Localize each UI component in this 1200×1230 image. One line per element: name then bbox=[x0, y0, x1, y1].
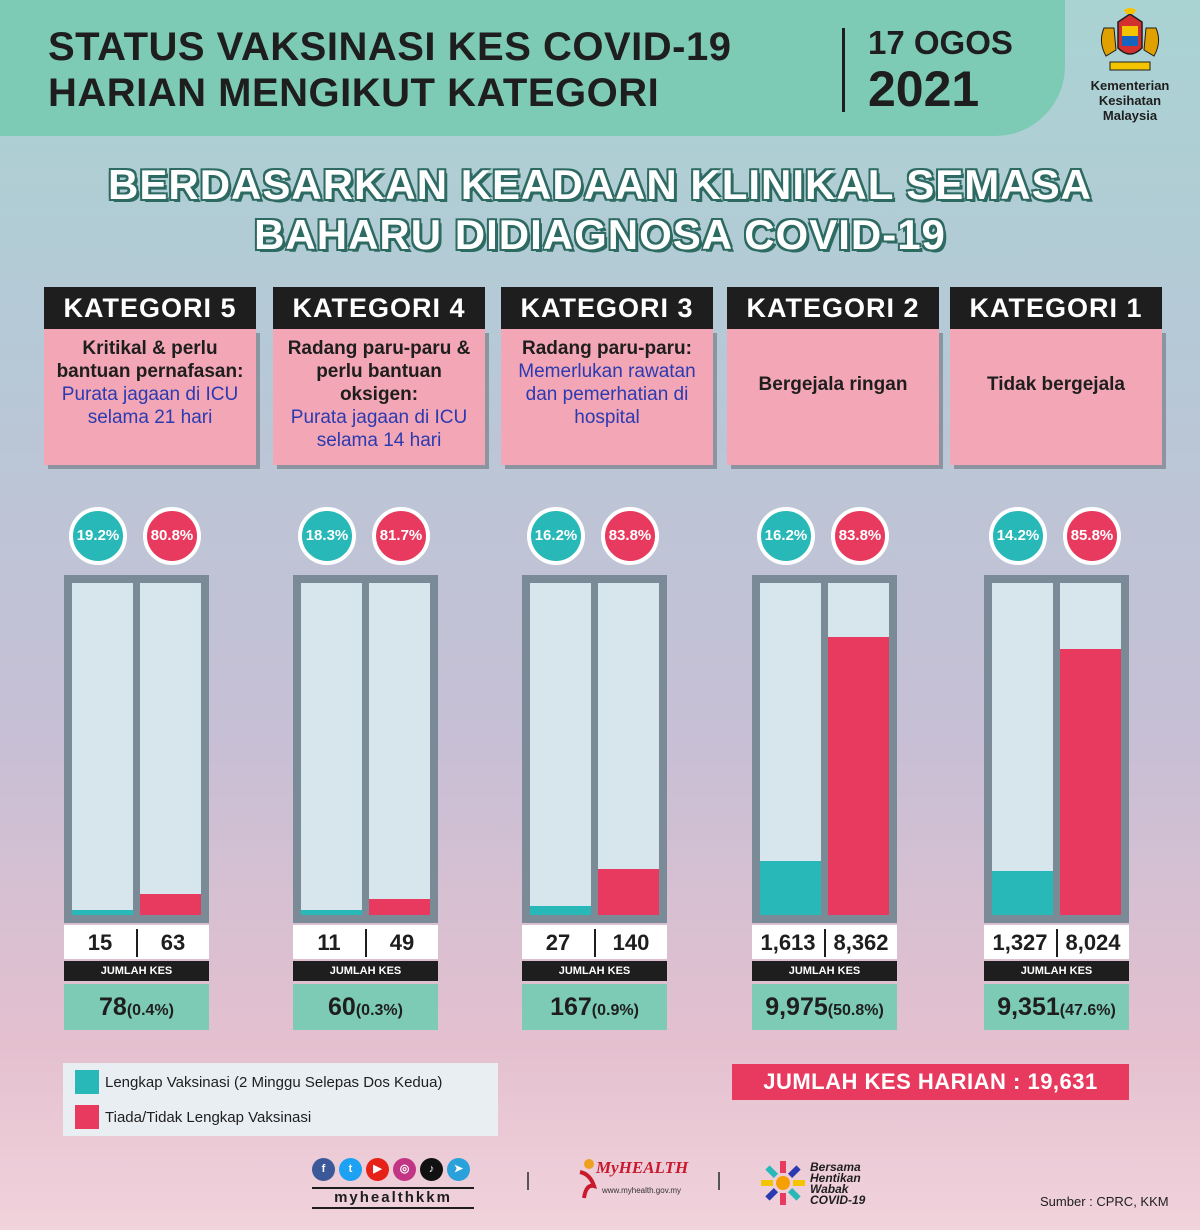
source-note: Sumber : CPRC, KKM bbox=[1040, 1194, 1169, 1209]
campaign-line-2: Hentikan bbox=[810, 1171, 861, 1185]
bar-unvaccinated bbox=[598, 869, 659, 915]
page-title bbox=[48, 24, 838, 116]
pct-vaccinated-badge: 18.3% bbox=[298, 507, 356, 565]
value-vaccinated: 1,613 bbox=[760, 930, 816, 955]
bar-unvaccinated bbox=[140, 894, 201, 915]
ministry-line-3: Malaysia bbox=[1102, 108, 1158, 123]
twitter-icon[interactable]: t bbox=[339, 1158, 362, 1181]
category-description bbox=[44, 329, 256, 465]
value-row bbox=[522, 925, 667, 959]
legend-label-unvaccinated: Tiada/Tidak Lengkap Vaksinasi bbox=[105, 1108, 312, 1126]
category-total-value: 167 bbox=[550, 993, 592, 1021]
category-care-note: Purata jagaan di ICU selama 21 hari bbox=[61, 384, 239, 428]
bar-track bbox=[140, 583, 201, 915]
category-total-value: 9,351 bbox=[997, 993, 1060, 1021]
campaign-line-3: Wabak bbox=[810, 1182, 849, 1196]
footer-divider bbox=[527, 1172, 529, 1190]
value-unvaccinated: 49 bbox=[389, 930, 415, 955]
category-total-value: 78 bbox=[99, 993, 127, 1021]
value-row bbox=[64, 925, 209, 959]
header-banner bbox=[0, 0, 1065, 136]
category-total bbox=[64, 984, 209, 1030]
category-title: KATEGORI 2 bbox=[727, 287, 939, 329]
bar-track bbox=[1060, 583, 1121, 915]
category-card bbox=[950, 287, 1162, 465]
legend bbox=[63, 1063, 498, 1136]
myhealth-url: www.myhealth.gov.my bbox=[602, 1186, 681, 1195]
campaign-line-1: Bersama bbox=[810, 1160, 861, 1174]
footer-divider bbox=[718, 1172, 720, 1190]
category-share: (0.3%) bbox=[355, 1002, 403, 1019]
bar-group bbox=[64, 575, 209, 923]
myhealth-logo bbox=[570, 1158, 700, 1218]
bar-unvaccinated bbox=[369, 899, 430, 915]
myhealth-figure-icon bbox=[576, 1158, 598, 1200]
subtitle bbox=[0, 160, 1200, 260]
campaign-text bbox=[810, 1162, 865, 1206]
bar-track bbox=[530, 583, 591, 915]
date-year: 2021 bbox=[868, 61, 980, 117]
category-share: (47.6%) bbox=[1059, 1002, 1116, 1019]
category-total bbox=[293, 984, 438, 1030]
category-total-value: 9,975 bbox=[765, 993, 828, 1021]
jumlah-kes-label: JUMLAH KES bbox=[293, 961, 438, 981]
category-card bbox=[727, 287, 939, 465]
bar-group bbox=[522, 575, 667, 923]
bar-group bbox=[984, 575, 1129, 923]
campaign-logo bbox=[760, 1158, 900, 1218]
social-handle: myhealthkkm bbox=[312, 1187, 474, 1209]
category-share: (0.9%) bbox=[591, 1002, 639, 1019]
ministry-line-1: Kementerian bbox=[1090, 78, 1170, 93]
value-unvaccinated: 8,024 bbox=[1065, 930, 1121, 955]
category-condition: Radang paru-paru: bbox=[522, 338, 692, 359]
legend-swatch-unvaccinated bbox=[75, 1105, 99, 1129]
value-unvaccinated: 8,362 bbox=[833, 930, 889, 955]
bar-vaccinated bbox=[301, 910, 362, 915]
value-vaccinated: 27 bbox=[545, 930, 571, 955]
title-line-1: STATUS VAKSINASI KES COVID-19 bbox=[48, 25, 732, 69]
legend-label-vaccinated: Lengkap Vaksinasi (2 Minggu Selepas Dos Kedua) bbox=[105, 1073, 443, 1091]
bar-track bbox=[72, 583, 133, 915]
telegram-icon[interactable]: ➤ bbox=[447, 1158, 470, 1181]
category-card bbox=[273, 287, 485, 465]
category-condition: Kritikal & perlu bantuan pernafasan: bbox=[56, 338, 244, 382]
category-care-note: Memerlukan rawatan dan pemerhatian di hospital bbox=[518, 361, 696, 428]
value-vaccinated: 1,327 bbox=[992, 930, 1048, 955]
legend-item-unvaccinated bbox=[75, 1105, 311, 1129]
category-title: KATEGORI 5 bbox=[44, 287, 256, 329]
pct-vaccinated-badge: 16.2% bbox=[757, 507, 815, 565]
instagram-icon[interactable]: ◎ bbox=[393, 1158, 416, 1181]
daily-total-badge: JUMLAH KES HARIAN : 19,631 bbox=[732, 1064, 1129, 1100]
category-total-value: 60 bbox=[328, 993, 356, 1021]
bar-track bbox=[369, 583, 430, 915]
pct-unvaccinated-badge: 83.8% bbox=[601, 507, 659, 565]
legend-swatch-vaccinated bbox=[75, 1070, 99, 1094]
myhealth-wordmark: MyHEALTH bbox=[596, 1158, 689, 1177]
value-vaccinated: 15 bbox=[87, 930, 113, 955]
category-description bbox=[273, 329, 485, 465]
pct-vaccinated-badge: 16.2% bbox=[527, 507, 585, 565]
category-title: KATEGORI 4 bbox=[273, 287, 485, 329]
bar-vaccinated bbox=[530, 906, 591, 915]
bar-vaccinated bbox=[72, 910, 133, 915]
category-total bbox=[522, 984, 667, 1030]
pct-vaccinated-badge: 14.2% bbox=[989, 507, 1047, 565]
social-links bbox=[312, 1158, 474, 1218]
pct-unvaccinated-badge: 81.7% bbox=[372, 507, 430, 565]
category-description bbox=[501, 329, 713, 465]
subtitle-line-2: BAHARU DIDIAGNOSA COVID-19 bbox=[254, 211, 946, 258]
tiktok-icon[interactable]: ♪ bbox=[420, 1158, 443, 1181]
category-share: (0.4%) bbox=[126, 1002, 174, 1019]
campaign-sun-icon bbox=[760, 1160, 806, 1206]
jumlah-kes-label: JUMLAH KES bbox=[64, 961, 209, 981]
legend-item-vaccinated bbox=[75, 1070, 442, 1094]
pct-vaccinated-badge: 19.2% bbox=[69, 507, 127, 565]
bar-vaccinated bbox=[992, 871, 1053, 915]
category-card bbox=[501, 287, 713, 465]
category-share: (50.8%) bbox=[827, 1002, 884, 1019]
bar-unvaccinated bbox=[1060, 649, 1121, 915]
date-day: 17 OGOS bbox=[868, 24, 1013, 61]
category-care-note: Purata jagaan di ICU selama 14 hari bbox=[290, 407, 468, 451]
subtitle-line-1: BERDASARKAN KEADAAN KLINIKAL SEMASA bbox=[108, 161, 1092, 208]
value-row bbox=[752, 925, 897, 959]
ministry-name bbox=[1075, 78, 1185, 123]
category-condition: Tidak bergejala bbox=[987, 374, 1125, 395]
category-total bbox=[984, 984, 1129, 1030]
category-total bbox=[752, 984, 897, 1030]
jumlah-kes-label: JUMLAH KES bbox=[522, 961, 667, 981]
category-card bbox=[44, 287, 256, 465]
bar-unvaccinated bbox=[828, 637, 889, 915]
category-description bbox=[727, 329, 939, 465]
bar-track bbox=[992, 583, 1053, 915]
bar-track bbox=[598, 583, 659, 915]
title-divider bbox=[842, 28, 845, 112]
pct-unvaccinated-badge: 85.8% bbox=[1063, 507, 1121, 565]
bar-track bbox=[828, 583, 889, 915]
pct-unvaccinated-badge: 80.8% bbox=[143, 507, 201, 565]
jumlah-kes-label: JUMLAH KES bbox=[984, 961, 1129, 981]
bar-track bbox=[301, 583, 362, 915]
category-condition: Bergejala ringan bbox=[758, 374, 908, 395]
coat-of-arms-icon bbox=[1090, 8, 1170, 78]
bar-group bbox=[293, 575, 438, 923]
ministry-logo bbox=[1075, 8, 1185, 123]
pct-unvaccinated-badge: 83.8% bbox=[831, 507, 889, 565]
campaign-line-4: COVID-19 bbox=[810, 1193, 866, 1207]
jumlah-kes-label: JUMLAH KES bbox=[752, 961, 897, 981]
category-title: KATEGORI 1 bbox=[950, 287, 1162, 329]
category-title: KATEGORI 3 bbox=[501, 287, 713, 329]
category-condition: Radang paru-paru & perlu bantuan oksigen: bbox=[287, 338, 471, 405]
value-vaccinated: 11 bbox=[317, 930, 341, 955]
bar-vaccinated bbox=[760, 861, 821, 915]
facebook-icon[interactable]: f bbox=[312, 1158, 335, 1181]
value-row bbox=[984, 925, 1129, 959]
bar-group bbox=[752, 575, 897, 923]
ministry-line-2: Kesihatan bbox=[1098, 93, 1162, 108]
youtube-icon[interactable]: ▶ bbox=[366, 1158, 389, 1181]
value-row bbox=[293, 925, 438, 959]
value-unvaccinated: 140 bbox=[612, 930, 650, 955]
bar-track bbox=[760, 583, 821, 915]
title-line-2: HARIAN MENGIKUT KATEGORI bbox=[48, 71, 660, 115]
value-unvaccinated: 63 bbox=[160, 930, 186, 955]
category-description bbox=[950, 329, 1162, 465]
